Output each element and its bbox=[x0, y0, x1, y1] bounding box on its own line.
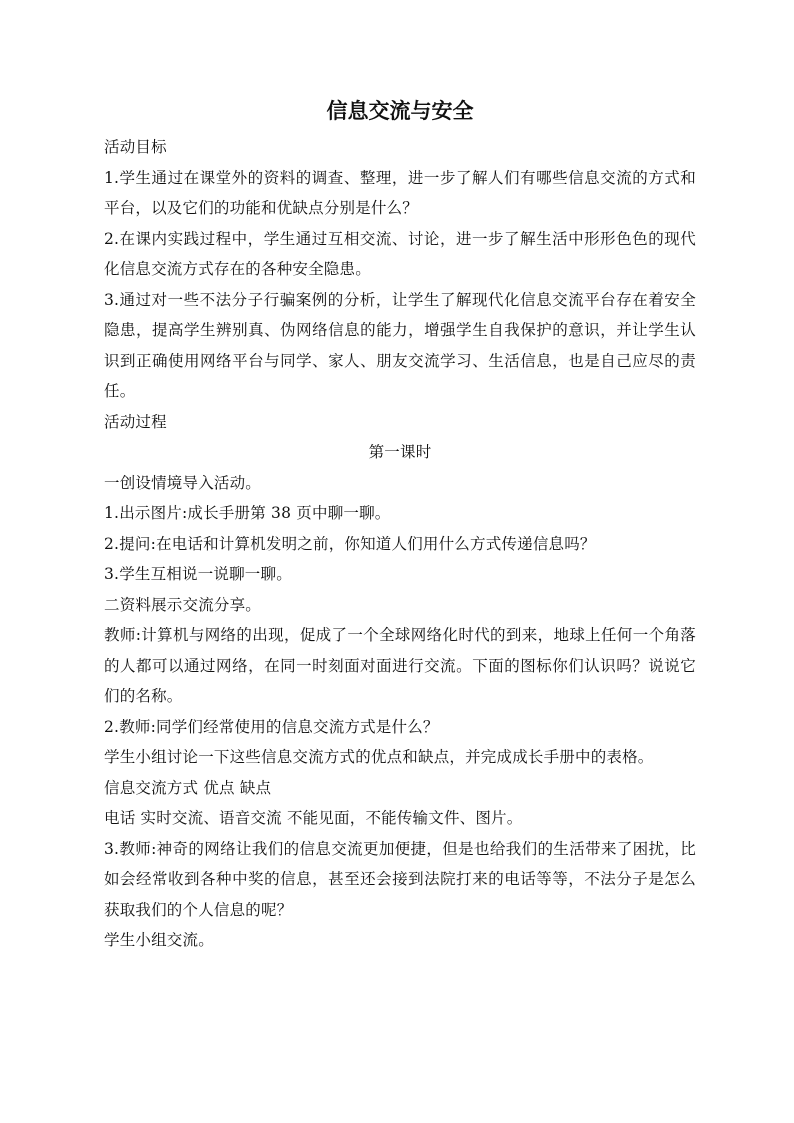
group-exchange: 学生小组交流。 bbox=[104, 931, 214, 949]
step-1: 一创设情境导入活动。 bbox=[104, 473, 262, 492]
goal-item-1: 1.学生通过在课堂外的资料的调查、整理，进一步了解人们有哪些信息交流的方式和平台，以及它们的功能和优缺点分别是什么？ bbox=[104, 168, 696, 217]
goal-heading: 活动目标 bbox=[104, 138, 167, 156]
step-1-item-3: 3.学生互相说一说聊一聊。 bbox=[104, 565, 292, 583]
document-page bbox=[104, 96, 696, 956]
goal-item-3: 3.通过对一些不法分子行骗案例的分析，让学生了解现代化信息交流平台存在着安全隐患，提高学生辨别真、伪网络信息的能力，增强学生自我保护的意识，并让学生认识到正确使用网络平台与同学、家人、朋友交流学习、生活信息，也是自己应尽的责任。 bbox=[104, 290, 696, 400]
teacher-paragraph-3: 3.教师:神奇的网络让我们的信息交流更加便捷，但是也给我们的生活带来了困扰，比如会经常收到各种中奖的信息，甚至还会接到法院打来的电话等等，不法分子是怎么获取我们的个人信息的呢？ bbox=[104, 839, 696, 919]
step-1-item-1: 1.出示图片:成长手册第 38 页中聊一聊。 bbox=[104, 504, 391, 522]
step-1-item-2: 2.提问:在电话和计算机发明之前，你知道人们用什么方式传递信息吗？ bbox=[104, 534, 596, 553]
group-discussion: 学生小组讨论一下这些信息交流方式的优点和缺点，并完成成长手册中的表格。 bbox=[104, 748, 654, 766]
lesson-heading: 第一课时 bbox=[368, 443, 432, 461]
teacher-paragraph-2: 2.教师:同学们经常使用的信息交流方式是什么？ bbox=[104, 717, 439, 736]
step-2: 二资料展示交流分享。 bbox=[104, 595, 262, 614]
document-title: 信息交流与安全 bbox=[326, 98, 474, 123]
teacher-paragraph-1: 教师:计算机与网络的出现，促成了一个全球网络化时代的到来，地球上任何一个角落的人都可以通过网络，在同一时刻面对面进行交流。下面的图标你们认识吗？说说它们的名称。 bbox=[104, 626, 696, 705]
table-header-line: 信息交流方式 优点 缺点 bbox=[104, 778, 272, 797]
goal-item-2: 2.在课内实践过程中，学生通过互相交流、讨论，进一步了解生活中形形色色的现代化信息交流方式存在的各种安全隐患。 bbox=[104, 229, 696, 278]
table-row-line: 电话 实时交流、语音交流 不能见面，不能传输文件、图片。 bbox=[104, 809, 523, 827]
process-heading: 活动过程 bbox=[104, 412, 167, 431]
